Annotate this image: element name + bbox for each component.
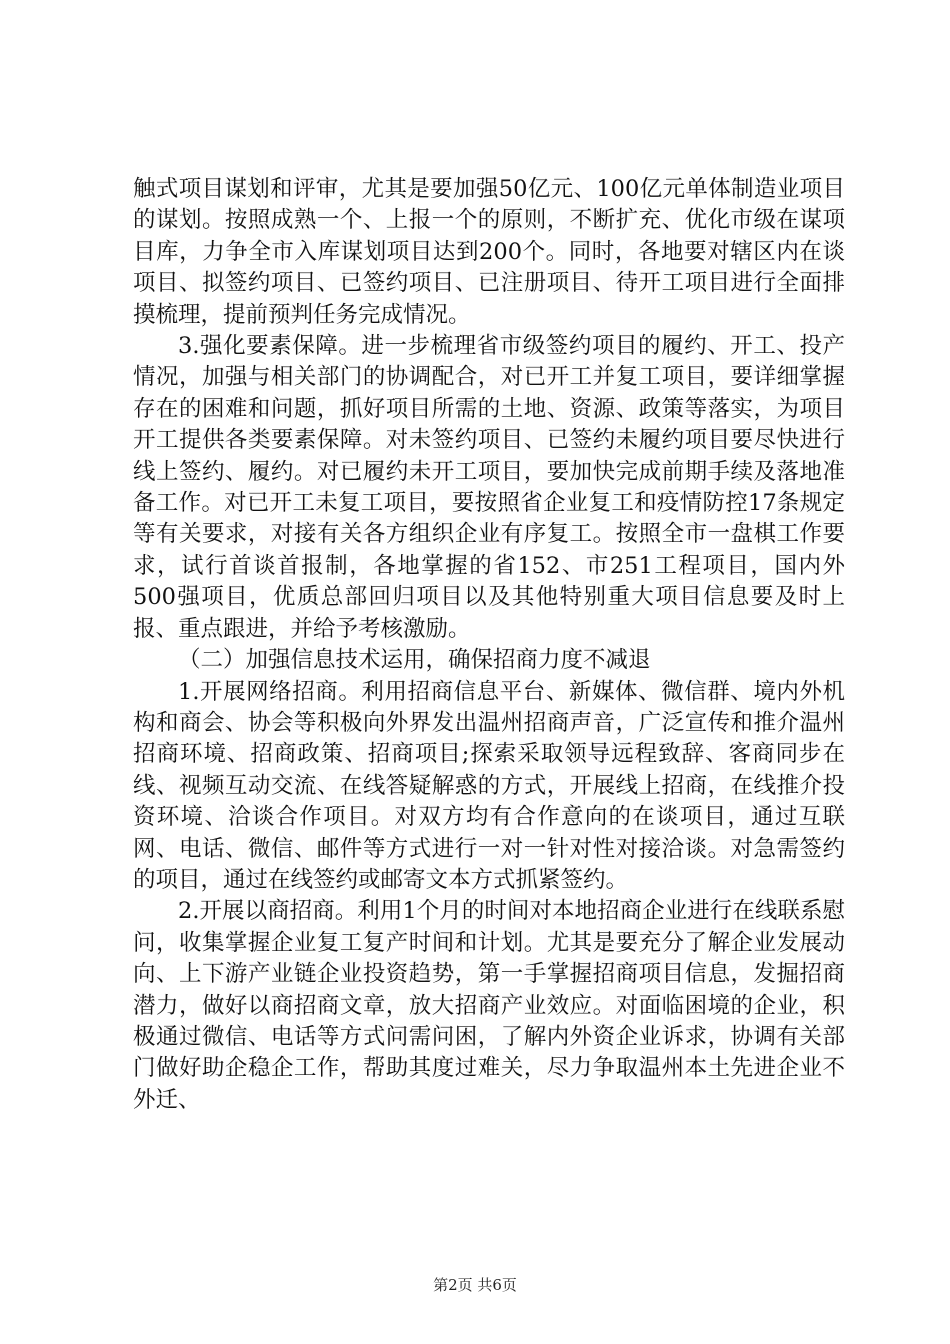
document-body xyxy=(133,174,845,1116)
paragraph-item-1: 1.开展网络招商。利用招商信息平台、新媒体、微信群、境内外机构和商会、协会等积极向外界发出温州招商声音，广泛宣传和推介温州招商环境、招商政策、招商项目;探索采取领导远程致辞、客商同步在线、视频互动交流、在线答疑解惑的方式，开展线上招商，在线推介投资环境、洽谈合作项目。对双方均有合作意向的在谈项目，通过互联网、电话、微信、邮件等方式进行一对一针对性对接洽谈。对急需签约的项目，通过在线签约或邮寄文本方式抓紧签约。 xyxy=(133,678,845,893)
paragraph-item-3: 3.强化要素保障。进一步梳理省市级签约项目的履约、开工、投产情况，加强与相关部门的协调配合，对已开工并复工项目，要详细掌握存在的困难和问题，抓好项目所需的土地、资源、政策等落实，为项目开工提供各类要素保障。对未签约项目、已签约未履约项目要尽快进行线上签约、履约。对已履约未开工项目，要加快完成前期手续及落地准备工作。对已开工未复工项目，要按照省企业复工和疫情防控17条规定等有关要求，对接有关各方组织企业有序复工。按照全市一盘棋工作要求，试行首谈首报制，各地掌握的省152、市251工程项目，国内外500强项目，优质总部回归项目以及其他特别重大项目信息要及时上报、重点跟进，并给予考核激励。 xyxy=(133,333,845,642)
page-number-footer: 第2页 共6页 xyxy=(433,1276,517,1294)
section-heading: （二）加强信息技术运用，确保招商力度不减退 xyxy=(178,647,651,674)
paragraph-continuation: 触式项目谋划和评审，尤其是要加强50亿元、100亿元单体制造业项目的谋划。按照成熟一个、上报一个的原则，不断扩充、优化市级在谋项目库，力争全市入库谋划项目达到200个。同时，各地要对辖区内在谈项目、拟签约项目、已签约项目、已注册项目、待开工项目进行全面排摸梳理，提前预判任务完成情况。 xyxy=(133,176,845,328)
paragraph-item-2: 2.开展以商招商。利用1个月的时间对本地招商企业进行在线联系慰问，收集掌握企业复工复产时间和计划。尤其是要充分了解企业发展动向、上下游产业链企业投资趋势，第一手掌握招商项目信息，发掘招商潜力，做好以商招商文章，放大招商产业效应。对面临困境的企业，积极通过微信、电话等方式问需问困，了解内外资企业诉求，协调有关部门做好助企稳企工作，帮助其度过难关，尽力争取温州本土先进企业不外迁、 xyxy=(133,898,845,1113)
